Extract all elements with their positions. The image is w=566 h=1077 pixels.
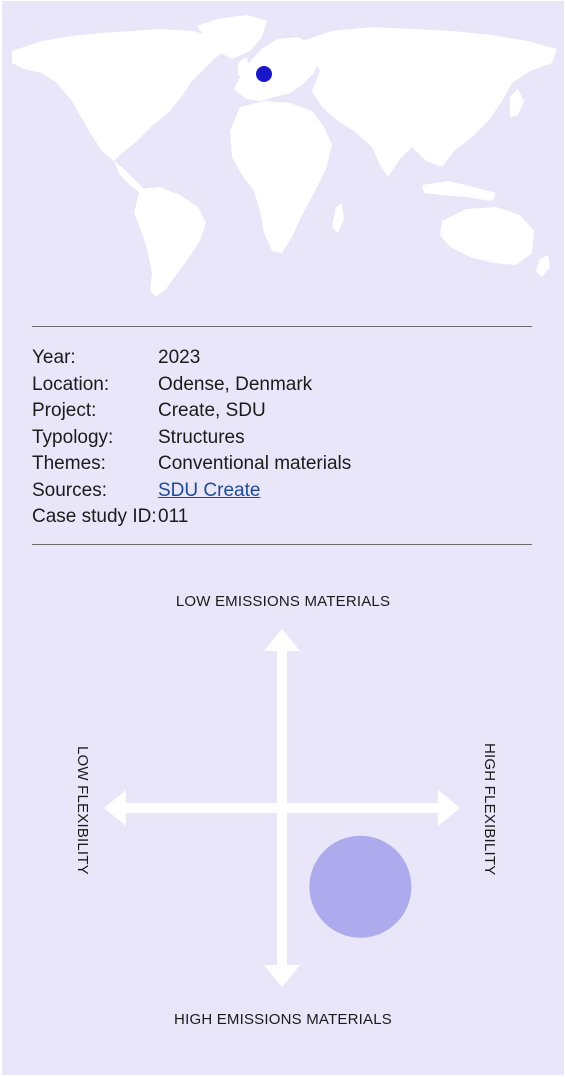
indonesia-shape xyxy=(422,181,496,201)
world-map xyxy=(2,1,564,311)
info-row-project xyxy=(32,398,351,425)
source-link[interactable]: SDU Create xyxy=(158,479,261,501)
info-row-typology xyxy=(32,425,351,452)
info-value: Conventional materials xyxy=(158,453,352,474)
info-value: 2023 xyxy=(158,347,201,368)
horizontal-axis xyxy=(122,803,442,813)
axis-label-left: LOW FLEXIBILITY xyxy=(74,746,91,875)
world-map-svg xyxy=(2,1,564,311)
info-row-year xyxy=(32,345,351,372)
land-masses xyxy=(12,15,557,297)
bottom-divider xyxy=(32,544,532,545)
south-america-shape xyxy=(134,187,206,297)
central-america-shape xyxy=(114,161,146,193)
info-label: Case study ID: xyxy=(32,506,157,527)
case-study-panel xyxy=(2,1,564,1075)
info-label: Project: xyxy=(32,400,97,421)
info-row-themes xyxy=(32,451,351,478)
australia-shape xyxy=(440,207,534,265)
case-info-list xyxy=(32,345,351,531)
arrow-left-icon xyxy=(104,790,126,826)
top-divider xyxy=(32,326,532,327)
info-label: Location: xyxy=(32,373,110,395)
japan-shape xyxy=(510,89,524,117)
info-row-sources xyxy=(32,478,351,505)
info-row-location xyxy=(32,372,351,399)
info-value: Odense, Denmark xyxy=(158,373,313,395)
info-label: Sources: xyxy=(32,479,107,501)
info-label: Themes: xyxy=(32,453,106,474)
info-value: 011 xyxy=(158,506,189,527)
info-row-case-id xyxy=(32,504,351,531)
quadrant-chart xyxy=(2,601,564,1021)
axis-label-bottom: HIGH EMISSIONS MATERIALS xyxy=(174,1011,392,1028)
arrow-right-icon xyxy=(438,790,460,826)
arrow-down-icon xyxy=(264,965,300,987)
axis-label-top: LOW EMISSIONS MATERIALS xyxy=(175,593,391,610)
info-label: Typology: xyxy=(32,426,114,448)
madagascar-shape xyxy=(332,203,344,233)
location-marker[interactable] xyxy=(256,66,272,82)
info-value: Create, SDU xyxy=(158,400,266,421)
africa-shape xyxy=(230,101,332,253)
axis-label-right: HIGH FLEXIBILITY xyxy=(481,743,498,876)
info-value: Structures xyxy=(158,426,245,448)
info-label: Year: xyxy=(32,347,76,368)
arrow-up-icon xyxy=(264,629,300,651)
north-america-shape xyxy=(12,29,227,161)
project-position-dot xyxy=(309,836,411,938)
quadrant-axes xyxy=(104,629,460,987)
new-zealand-shape xyxy=(536,255,550,277)
